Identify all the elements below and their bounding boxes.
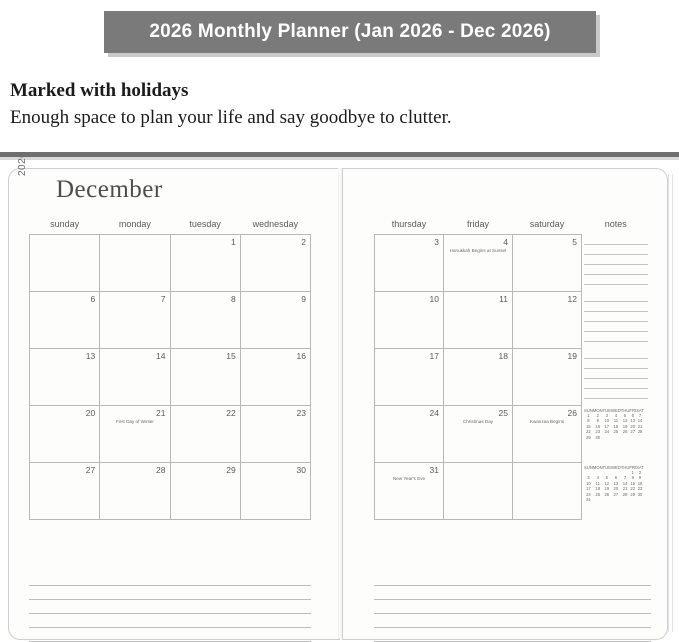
mini-day: 17: [604, 423, 610, 429]
calendar-day-cell: [170, 406, 240, 463]
mini-day: 21: [622, 486, 628, 492]
mini-day: 14: [637, 418, 643, 424]
mini-day: 5: [605, 475, 608, 481]
notes-cell[interactable]: [582, 235, 651, 292]
mini-day: 26: [622, 429, 628, 435]
day-holiday: Hanukkah Begins at Sunset: [449, 248, 507, 253]
note-line: [29, 600, 311, 614]
mini-day: 16: [595, 423, 601, 429]
mini-day: 11: [613, 418, 619, 424]
calendar-day-cell: [513, 406, 582, 463]
page-edge-2: [672, 174, 673, 632]
mini-day: 26: [604, 491, 610, 497]
promo-line-1: Marked with holidays: [10, 80, 189, 101]
mini-day: 20: [630, 423, 636, 429]
mini-day: 24: [586, 491, 591, 497]
calendar-day-cell: [444, 349, 513, 406]
calendar-week-row: [375, 349, 651, 406]
calendar-day-cell: [444, 235, 513, 292]
calendar-day-cell: [444, 406, 513, 463]
note-line: [29, 614, 311, 628]
planner-month: December: [56, 176, 163, 203]
mini-day: 25: [613, 429, 619, 435]
calendar-week-row: [30, 463, 311, 520]
mini-day: 2: [596, 412, 599, 418]
day-holiday: New Year's Eve: [392, 476, 426, 481]
mini-day: [621, 497, 630, 502]
mini-day: [611, 435, 621, 440]
calendar-day-cell: [513, 292, 582, 349]
mini-day: [603, 435, 611, 440]
mini-weekday: MON: [592, 464, 603, 470]
mini-day: 17: [586, 486, 591, 492]
mini-week-row: [584, 435, 644, 440]
mini-day: 14: [622, 480, 628, 486]
mini-day: 21: [637, 423, 643, 429]
mini-day: 9: [596, 418, 599, 424]
calendar-day-cell: [444, 292, 513, 349]
calendar-day-cell: [375, 292, 444, 349]
mini-day: 7: [638, 412, 642, 418]
day-number: 9: [301, 294, 306, 304]
day-number: 21: [156, 408, 166, 418]
mini-weekday: SUN: [584, 464, 593, 470]
calendar-day-cell: [30, 292, 100, 349]
day-holiday: First Day of Winter: [115, 419, 154, 424]
day-number: 13: [85, 351, 96, 361]
note-line: [29, 586, 311, 600]
mini-day: 22: [586, 429, 591, 435]
bottom-notes-right[interactable]: [374, 572, 651, 642]
calendar-day-cell: [240, 463, 310, 520]
mini-day: 11: [595, 480, 600, 486]
day-number: 18: [498, 351, 508, 361]
calendar-day-cell: [170, 235, 240, 292]
calendar-week-row: [375, 463, 651, 520]
mini-calendar-january: [584, 465, 644, 503]
mini-day: 22: [630, 486, 636, 492]
mini-weekday: FRI: [629, 464, 637, 470]
day-number: 5: [572, 237, 577, 247]
day-number: 23: [296, 408, 306, 418]
mini-day: 28: [637, 429, 643, 435]
weekday-header: wednesday: [252, 219, 299, 229]
mini-day: 12: [604, 480, 610, 486]
mini-day: 24: [604, 429, 610, 435]
day-number: 2: [301, 237, 306, 247]
weekday-header-row-right: [375, 217, 651, 235]
calendar-day-cell: [100, 406, 170, 463]
mini-calendar-november-cell: [582, 406, 651, 463]
day-number: 15: [226, 351, 236, 361]
mini-day: 3: [587, 475, 590, 481]
mini-day: [621, 435, 630, 440]
calendar-day-cell: [513, 235, 582, 292]
mini-day: 4: [614, 412, 618, 418]
calendar-day-cell: [240, 406, 310, 463]
mini-day: 23: [637, 486, 643, 492]
mini-day: 6: [631, 412, 634, 418]
title-banner: [104, 11, 596, 53]
calendar-day-cell: [444, 463, 513, 520]
mini-weekday: THU: [620, 464, 630, 470]
calendar-day-cell: [375, 235, 444, 292]
mini-day: [629, 435, 636, 440]
mini-day: 27: [613, 491, 619, 497]
day-number: 20: [85, 408, 96, 418]
calendar-day-cell: [170, 292, 240, 349]
note-line: [374, 614, 651, 628]
promo-text: [10, 78, 610, 131]
calendar-day-cell: [513, 463, 582, 520]
note-line: [29, 628, 311, 642]
mini-day: 12: [622, 418, 628, 424]
mini-day: 2: [638, 469, 642, 475]
mini-weekday: SAT: [636, 464, 644, 470]
mini-day: 29: [586, 434, 591, 440]
mini-day: 3: [605, 412, 608, 418]
mini-day: 28: [622, 491, 628, 497]
day-number: 6: [90, 294, 96, 304]
calendar-grid-right: [374, 217, 651, 520]
mini-day: 7: [623, 475, 627, 481]
day-number: 31: [429, 465, 439, 475]
weekday-header: friday: [466, 219, 489, 229]
mini-day: 1: [631, 469, 634, 475]
day-number: 22: [226, 408, 236, 418]
page-edge-1: [668, 174, 669, 632]
calendar-day-cell: [240, 349, 310, 406]
mini-day: 8: [587, 418, 590, 424]
calendar-day-cell: [170, 463, 240, 520]
notes-ruled-lines: [582, 292, 650, 349]
calendar-day-cell: [513, 349, 582, 406]
bottom-notes-left[interactable]: [29, 572, 311, 642]
day-number: 24: [429, 408, 439, 418]
mini-day: 5: [623, 412, 627, 418]
weekday-header: thursday: [391, 219, 427, 229]
mini-day: 27: [630, 429, 636, 435]
note-line: [374, 628, 651, 642]
day-holiday: Christmas Day: [462, 419, 494, 424]
weekday-header: saturday: [529, 219, 565, 229]
day-number: 1: [231, 237, 236, 247]
notes-header: notes: [604, 219, 627, 230]
calendar-day-cell: [375, 406, 444, 463]
mini-day: 9: [638, 475, 642, 481]
mini-day: [603, 497, 611, 502]
weekday-header: monday: [118, 219, 151, 229]
mini-weekday: WED: [611, 407, 621, 413]
mini-day: 18: [595, 486, 601, 492]
mini-day: [611, 497, 621, 502]
mini-day: 15: [630, 480, 636, 486]
mini-calendar-january-cell: [582, 463, 651, 520]
notes-ruled-lines: [582, 349, 650, 406]
calendar-day-cell: [30, 349, 100, 406]
weekday-header: sunday: [50, 219, 80, 229]
mini-day: 8: [631, 475, 634, 481]
calendar-week-row: [375, 235, 651, 292]
mini-weekday: SUN: [584, 407, 593, 413]
day-holiday: Kwanzaa Begins: [529, 419, 565, 424]
mini-day: 4: [596, 475, 599, 481]
calendar-day-cell: [30, 235, 100, 292]
calendar-week-row: [375, 292, 651, 349]
calendar-week-row: [30, 235, 311, 292]
calendar-day-cell: [30, 406, 100, 463]
mini-day: 30: [595, 434, 601, 440]
promo-line-2: Enough space to plan your life and say goodbye to clutter.: [10, 107, 452, 128]
mini-day: 13: [613, 480, 619, 486]
mini-week-row: [584, 497, 644, 502]
note-line: [29, 572, 311, 586]
weekday-header: tuesday: [189, 219, 221, 229]
note-line: [374, 586, 651, 600]
day-number: 27: [85, 465, 96, 475]
mini-day: 20: [613, 486, 619, 492]
mini-day: 30: [637, 491, 643, 497]
mini-day: 10: [604, 418, 610, 424]
notes-cell[interactable]: [582, 292, 651, 349]
mini-day: 13: [630, 418, 636, 424]
note-line: [374, 572, 651, 586]
planner-spine: [338, 168, 342, 638]
day-number: 29: [226, 465, 236, 475]
mini-day: [593, 497, 603, 502]
mini-day: 19: [604, 486, 610, 492]
day-number: 30: [296, 465, 306, 475]
calendar-day-cell: [100, 292, 170, 349]
mini-weekday: TUE: [602, 464, 611, 470]
calendar-day-cell: [100, 463, 170, 520]
mini-day: 23: [595, 429, 601, 435]
mini-weekday: TUE: [602, 407, 611, 413]
day-number: 19: [567, 351, 577, 361]
day-number: 28: [156, 465, 166, 475]
mini-weekday: MON: [592, 407, 603, 413]
mini-day: 10: [586, 480, 591, 486]
calendar-day-cell: [240, 292, 310, 349]
mini-day: 16: [637, 480, 643, 486]
day-number: 14: [156, 351, 166, 361]
mini-weekday: SAT: [636, 407, 644, 413]
day-number: 8: [231, 294, 236, 304]
calendar-week-row: [30, 292, 311, 349]
calendar-day-cell: [375, 349, 444, 406]
mini-day: 25: [595, 491, 601, 497]
calendar-week-row: [30, 349, 311, 406]
mini-day: 18: [613, 423, 619, 429]
page-title: 2026 Monthly Planner (Jan 2026 - Dec 2026): [149, 21, 551, 42]
day-number: 11: [499, 294, 508, 304]
day-number: 12: [567, 294, 577, 304]
mini-day: [636, 435, 644, 440]
mini-day: [636, 497, 644, 502]
mini-weekday: WED: [611, 464, 621, 470]
mini-day: 1: [587, 412, 590, 418]
calendar-grid-left: [29, 217, 311, 520]
notes-ruled-lines: [582, 235, 650, 292]
day-number: 3: [434, 237, 439, 247]
mini-weekday: FRI: [629, 407, 637, 413]
mini-day: 15: [586, 423, 591, 429]
day-number: 10: [429, 294, 439, 304]
calendar-day-cell: [170, 349, 240, 406]
day-number: 7: [160, 294, 166, 304]
notes-cell[interactable]: [582, 349, 651, 406]
calendar-day-cell: [375, 463, 444, 520]
day-number: 26: [567, 408, 577, 418]
mini-day: 29: [630, 491, 636, 497]
note-line: [374, 600, 651, 614]
mini-day: 6: [614, 475, 618, 481]
calendar-day-cell: [100, 235, 170, 292]
calendar-week-row: [30, 406, 311, 463]
mini-weekday: THU: [620, 407, 630, 413]
banner-body: [104, 11, 596, 53]
calendar-day-cell: [30, 463, 100, 520]
day-number: 17: [429, 351, 439, 361]
day-number: 25: [498, 408, 508, 418]
calendar-day-cell: [240, 235, 310, 292]
mini-day: 31: [586, 496, 591, 502]
calendar-day-cell: [100, 349, 170, 406]
mini-day: 19: [622, 423, 628, 429]
weekday-header-row-left: [30, 217, 311, 235]
day-number: 16: [296, 351, 306, 361]
mini-day: [629, 497, 636, 502]
day-number: 4: [503, 237, 508, 247]
mini-calendar-november: [584, 408, 644, 440]
planner-year: 2026: [17, 151, 28, 176]
calendar-week-row: [375, 406, 651, 463]
